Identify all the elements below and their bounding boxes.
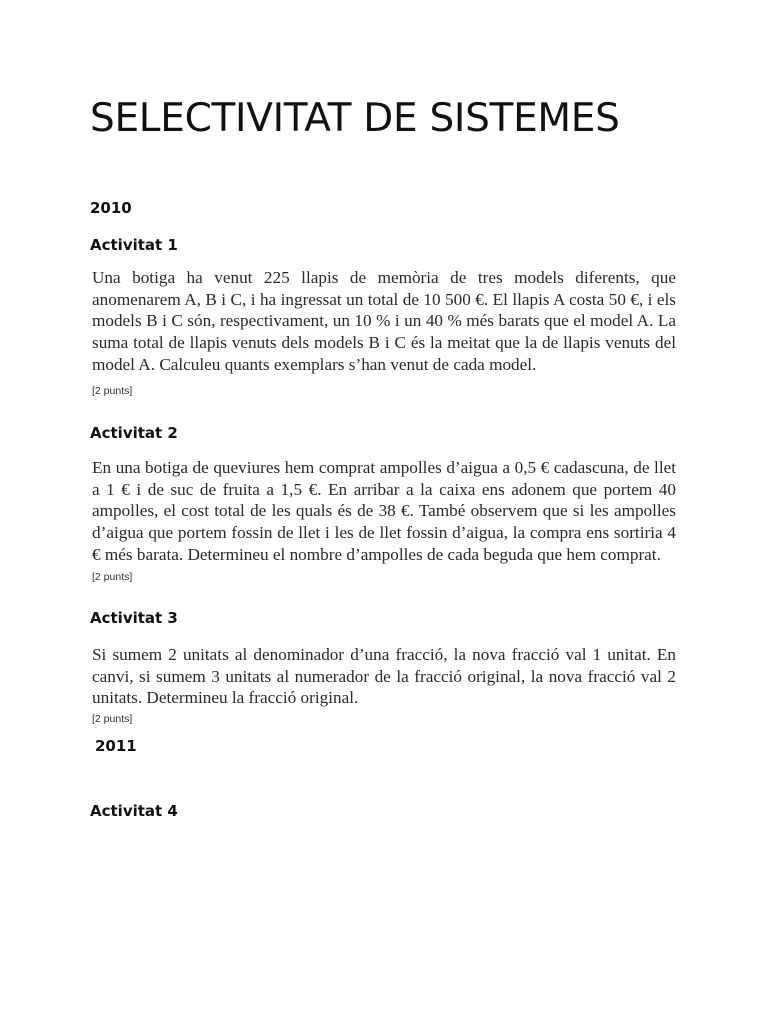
activity-3-heading: Activitat 3 (90, 609, 178, 627)
activity-2-points: [2 punts] (92, 571, 133, 583)
activity-1-points: [2 punts] (92, 385, 133, 397)
activity-1-statement (92, 267, 676, 376)
activity-2-heading: Activitat 2 (90, 424, 178, 442)
activity-4-heading: Activitat 4 (90, 802, 178, 820)
activity-1-heading: Activitat 1 (90, 236, 178, 254)
activity-3-points: [2 punts] (92, 713, 133, 725)
year-heading-2010: 2010 (90, 199, 132, 217)
activity-2-statement (92, 457, 676, 566)
document-title: SELECTIVITAT DE SISTEMES (90, 96, 620, 141)
activity-3-text: Si sumem 2 unitats al denominador d’una fracció, la nova fracció val 1 unitat. En canvi, si sumem 3 unitats al numerador de la fracció original, la nova fracció val 2 unitats. Determineu la fracció original. (92, 645, 676, 708)
activity-2-text: En una botiga de queviures hem comprat ampolles d’aigua a 0,5 € cadascuna, de llet a 1 € i de suc de fruita a 1,5 €. En arribar a la caixa ens adonem que portem 40 ampolles, el cost total de les quals és de 38 €. També observem que si les ampolles d’aigua que portem fossin de llet i les de llet fossin d’aigua, la compra ens sortiria 4 € més barata. Determineu el nombre d’ampolles de cada beguda que hem comprat. (92, 458, 676, 564)
year-heading-2011: 2011 (95, 737, 137, 755)
activity-1-text: Una botiga ha venut 225 llapis de memòria de tres models diferents, que anomenarem A, B i C, i ha ingressat un total de 10 500 €. El llapis A costa 50 €, i els models B i C són, respectivament, un 10 % i un 40 % més barats que el model A. La suma total de llapis venuts dels models B i C és la meitat que la de llapis venuts del model A. Calculeu quants exemplars s’han venut de cada model. (92, 268, 676, 374)
activity-3-statement (92, 644, 676, 709)
